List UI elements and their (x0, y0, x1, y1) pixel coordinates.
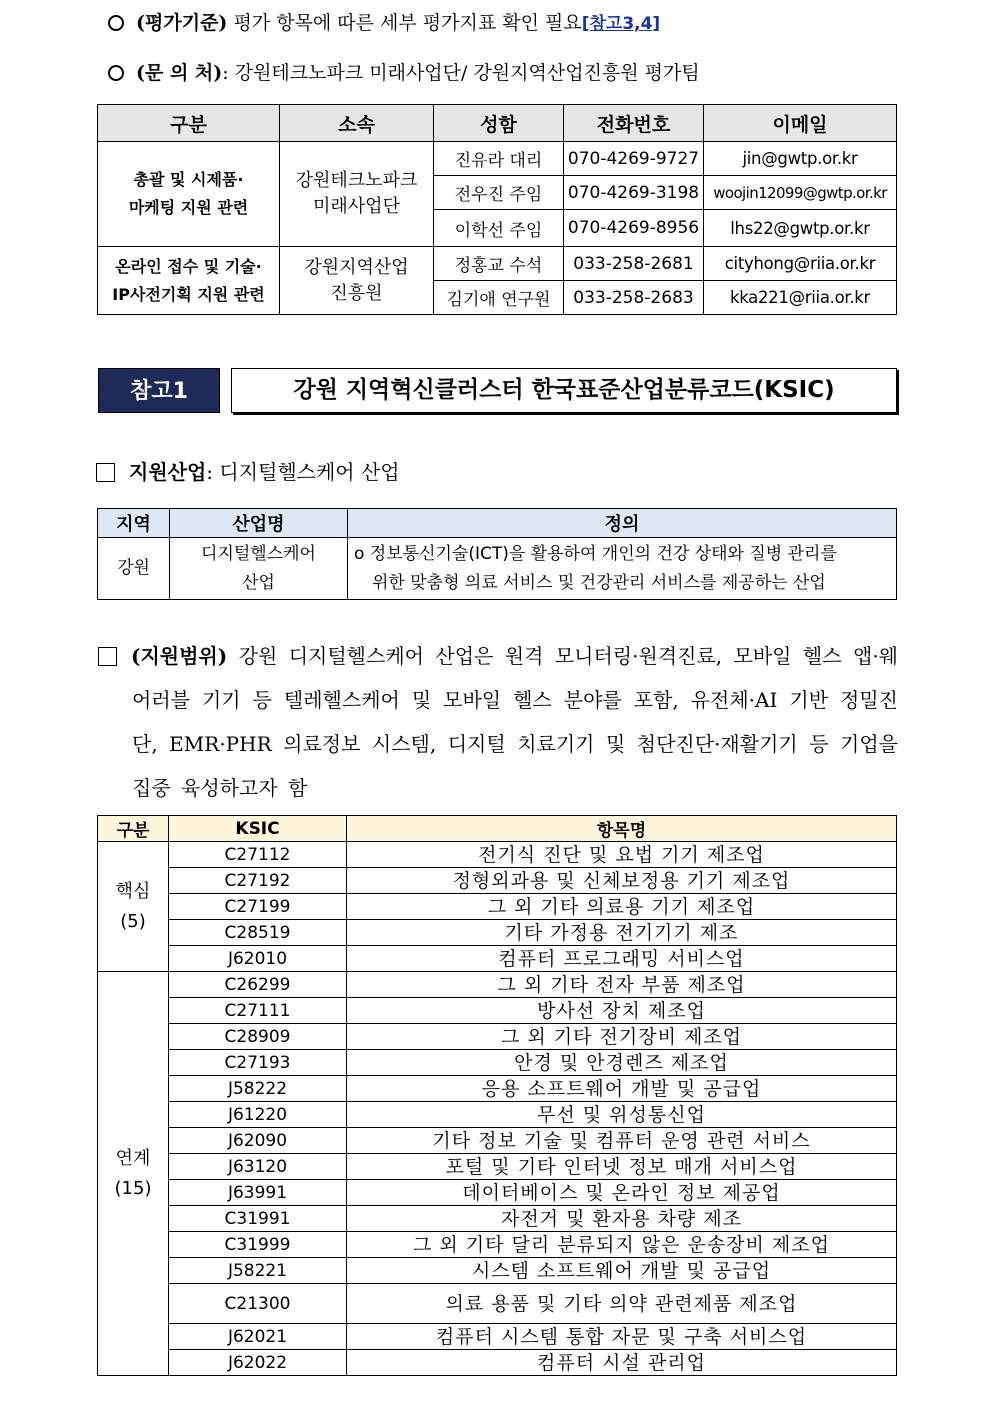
table-row (98, 1350, 897, 1376)
contact-category: 총괄 및 시제품· 마케팅 지원 관련 (98, 142, 280, 247)
contact-header: 소속 (280, 105, 434, 142)
ksic-item-name: 데이터베이스 및 온라인 정보 제공업 (347, 1180, 897, 1206)
contact-email[interactable]: kka221@riia.or.kr (704, 281, 897, 315)
contact-email[interactable]: woojin12099@gwtp.or.kr (704, 176, 897, 210)
ksic-item-name: 의료 용품 및 기타 의약 관련제품 제조업 (347, 1284, 897, 1324)
ksic-table (97, 815, 897, 1376)
ksic-code: C26299 (169, 972, 347, 998)
table-row (98, 920, 897, 946)
table-row (98, 247, 897, 281)
industry-header: 산업명 (170, 509, 348, 538)
table-row (98, 1024, 897, 1050)
table-row (98, 1050, 897, 1076)
table-row (98, 1232, 897, 1258)
contact-header-row (98, 105, 897, 142)
industry-header: 정의 (348, 509, 897, 538)
industry-definition (348, 538, 897, 600)
ksic-code: C27199 (169, 894, 347, 920)
table-row (98, 1258, 897, 1284)
ksic-code: C21300 (169, 1284, 347, 1324)
contact-name: 전우진 주임 (434, 176, 564, 210)
reference-tag: 참고1 (98, 368, 220, 413)
contact-email[interactable]: jin@gwtp.or.kr (704, 142, 897, 176)
contact-header: 이메일 (704, 105, 897, 142)
ksic-code: J58221 (169, 1258, 347, 1284)
contact-phone: 070-4269-8956 (564, 210, 704, 247)
criteria-line (108, 8, 660, 35)
ksic-code: C28909 (169, 1024, 347, 1050)
table-row (98, 868, 897, 894)
inquiry-text: : 강원테크노파크 미래사업단/ 강원지역산업진흥원 평가팀 (222, 62, 700, 84)
ksic-code: J62022 (169, 1350, 347, 1376)
contact-name: 진유라 대리 (434, 142, 564, 176)
table-row (98, 1154, 897, 1180)
industry-region: 강원 (98, 538, 170, 600)
ksic-item-name: 컴퓨터 시설 관리업 (347, 1350, 897, 1376)
contact-category: 온라인 접수 및 기술· IP사전기획 지원 관련 (98, 247, 280, 315)
ksic-code: C27112 (169, 842, 347, 868)
square-bullet-icon (96, 463, 115, 482)
industry-definition-line: o 정보통신기술(ICT)을 활용하여 개인의 건강 상태와 질병 관리를 (354, 543, 837, 564)
ksic-code: C27111 (169, 998, 347, 1024)
table-row (98, 1180, 897, 1206)
table-row (98, 142, 897, 176)
ksic-code: J62010 (169, 946, 347, 972)
support-industry-label: 지원산업 (129, 460, 207, 484)
criteria-text: 평가 항목에 따른 세부 평가지표 확인 필요 (227, 12, 582, 34)
contact-name: 정홍교 수석 (434, 247, 564, 281)
ksic-code: C28519 (169, 920, 347, 946)
ksic-item-name: 응용 소프트웨어 개발 및 공급업 (347, 1076, 897, 1102)
ksic-code: J62090 (169, 1128, 347, 1154)
ksic-item-name: 컴퓨터 시스템 통합 자문 및 구축 서비스업 (347, 1324, 897, 1350)
ksic-item-name: 기타 정보 기술 및 컴퓨터 운영 관련 서비스 (347, 1128, 897, 1154)
table-row (98, 1076, 897, 1102)
contact-phone: 033-258-2681 (564, 247, 704, 281)
contact-header: 구분 (98, 105, 280, 142)
ksic-item-name: 자전거 및 환자용 차량 제조 (347, 1206, 897, 1232)
ksic-code: C27192 (169, 868, 347, 894)
table-row (98, 538, 897, 600)
ksic-header: KSIC (169, 816, 347, 842)
ksic-code: J58222 (169, 1076, 347, 1102)
ksic-item-name: 그 외 기타 전기장비 제조업 (347, 1024, 897, 1050)
ksic-item-name: 기타 가정용 전기기기 제조 (347, 920, 897, 946)
contact-phone: 033-258-2683 (564, 281, 704, 315)
table-row (98, 1206, 897, 1232)
scope-paragraph (98, 634, 898, 810)
contact-name: 이학선 주임 (434, 210, 564, 247)
circle-bullet-icon (108, 15, 124, 31)
contact-name: 김기애 연구원 (434, 281, 564, 315)
contact-phone: 070-4269-3198 (564, 176, 704, 210)
ksic-code: J61220 (169, 1102, 347, 1128)
criteria-label: (평가기준) (136, 12, 228, 34)
ksic-item-name: 시스템 소프트웨어 개발 및 공급업 (347, 1258, 897, 1284)
ksic-item-name: 무선 및 위성통신업 (347, 1102, 897, 1128)
ksic-item-name: 포털 및 기타 인터넷 정보 매개 서비스업 (347, 1154, 897, 1180)
ksic-group-label: 연계 (15) (98, 972, 169, 1376)
square-bullet-icon (98, 647, 117, 666)
table-row (98, 972, 897, 998)
ksic-header: 항목명 (347, 816, 897, 842)
ksic-code: C27193 (169, 1050, 347, 1076)
contact-org: 강원지역산업 진흥원 (280, 247, 434, 315)
ksic-header: 구분 (98, 816, 169, 842)
scope-label: (지원범위) (131, 644, 228, 668)
inquiry-label: (문 의 처) (136, 62, 223, 84)
contact-header: 전화번호 (564, 105, 704, 142)
circle-bullet-icon (108, 65, 124, 81)
criteria-ref-link[interactable]: [참고3,4] (581, 14, 661, 34)
ksic-group-label: 핵심 (5) (98, 842, 169, 972)
support-industry-line (96, 456, 400, 485)
industry-definition-line: 위한 맞춤형 의료 서비스 및 건강관리 서비스를 제공하는 산업 (372, 572, 826, 593)
ksic-code: J63991 (169, 1180, 347, 1206)
ksic-header-row (98, 816, 897, 842)
ksic-item-name: 컴퓨터 프로그래밍 서비스업 (347, 946, 897, 972)
ksic-code: C31999 (169, 1232, 347, 1258)
ksic-item-name: 정형외과용 및 신체보정용 기기 제조업 (347, 868, 897, 894)
table-row (98, 1284, 897, 1324)
ksic-code: C31991 (169, 1206, 347, 1232)
ksic-item-name: 그 외 기타 달리 분류되지 않은 운송장비 제조업 (347, 1232, 897, 1258)
ksic-item-name: 그 외 기타 전자 부품 제조업 (347, 972, 897, 998)
contact-header: 성함 (434, 105, 564, 142)
table-row (98, 1324, 897, 1350)
scope-text: 강원 디지털헬스케어 산업은 원격 모니터링·원격진료, 모바일 헬스 앱·웨어러블 기기 등 텔레헬스케어 및 모바일 헬스 분야를 포함, 유전체·AI 기반 정밀진단, EMR·PHR 의료정보 시스템, 디지털 치료기기 및 첨단진단·재활기기 등 기업을 집중 육성하고자 함 (132, 644, 898, 800)
ksic-code: J63120 (169, 1154, 347, 1180)
contact-phone: 070-4269-9727 (564, 142, 704, 176)
table-row (98, 842, 897, 868)
table-row (98, 998, 897, 1024)
table-row (98, 894, 897, 920)
industry-header: 지역 (98, 509, 170, 538)
ksic-item-name: 전기식 진단 및 요법 기기 제조업 (347, 842, 897, 868)
industry-name: 디지털헬스케어 산업 (170, 538, 348, 600)
table-row (98, 1102, 897, 1128)
reference-title: 강원 지역혁신클러스터 한국표준산업분류코드(KSIC) (231, 368, 897, 413)
contact-org: 강원테크노파크 미래사업단 (280, 142, 434, 247)
ksic-code: J62021 (169, 1324, 347, 1350)
industry-header-row (98, 509, 897, 538)
contact-email[interactable]: cityhong@riia.or.kr (704, 247, 897, 281)
ksic-item-name: 그 외 기타 의료용 기기 제조업 (347, 894, 897, 920)
support-industry-text: : 디지털헬스케어 산업 (206, 460, 400, 484)
table-row (98, 1128, 897, 1154)
ksic-item-name: 방사선 장치 제조업 (347, 998, 897, 1024)
contact-email[interactable]: lhs22@gwtp.or.kr (704, 210, 897, 247)
table-row (98, 946, 897, 972)
ksic-item-name: 안경 및 안경렌즈 제조업 (347, 1050, 897, 1076)
industry-table (97, 508, 897, 600)
contact-table (97, 104, 897, 315)
inquiry-line (108, 58, 700, 85)
